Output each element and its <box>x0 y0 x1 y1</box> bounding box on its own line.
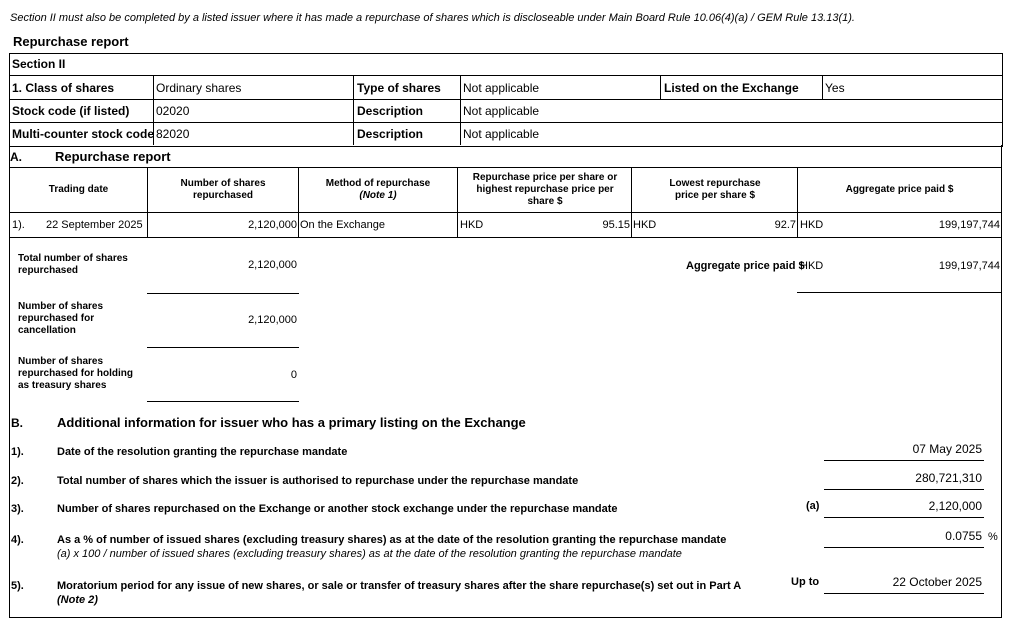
item-5-value: 22 October 2025 <box>892 575 982 589</box>
treasury-value: 0 <box>290 369 297 381</box>
cancellation-value: 2,120,000 <box>248 314 297 326</box>
description-value: Not applicable <box>463 104 540 118</box>
header-aggregate-price: Aggregate price paid $ <box>845 184 954 195</box>
item-1-number: 1). <box>11 446 24 458</box>
type-of-shares-label: Type of shares <box>357 81 441 95</box>
listed-label: Listed on the Exchange <box>664 81 799 95</box>
part-a-letter: A. <box>10 150 22 164</box>
item-4-value: 0.0755 <box>945 529 982 543</box>
total-aggregate-value: 199,197,744 <box>938 260 1000 272</box>
description-label: Description <box>357 104 424 118</box>
stock-code-value: 02020 <box>156 104 190 118</box>
item-1-text: Date of the resolution granting the repurchase mandate <box>57 446 348 458</box>
item-5-text: Moratorium period for any issue of new shares, or sale or transfer of treasury shares after the share repurchase(s) set out in Part A <box>57 580 742 592</box>
item-4-text: As a % of number of issued shares (excluding treasury shares) as at the date of the resolution granting the repurchase mandate <box>57 534 727 546</box>
class-of-shares-value: Ordinary shares <box>156 81 242 95</box>
item-4-unit: % <box>988 531 998 543</box>
row-shares: 2,120,000 <box>248 219 297 231</box>
header-trading-date: Trading date <box>48 184 109 195</box>
part-b-letter: B. <box>11 416 23 430</box>
item-3-value: 2,120,000 <box>928 499 982 513</box>
header-method-note: (Note 1) <box>359 190 397 201</box>
item-5-tag: Up to <box>791 576 820 588</box>
type-of-shares-value: Not applicable <box>463 81 540 95</box>
item-3-tag: (a) <box>806 500 820 512</box>
listed-value: Yes <box>825 81 845 95</box>
part-a-title: Repurchase report <box>55 149 171 164</box>
row-index: 1). <box>12 219 25 231</box>
total-shares-label: Total number of shares repurchased <box>18 253 128 276</box>
item-2-number: 2). <box>11 475 24 487</box>
total-shares-value: 2,120,000 <box>248 259 297 271</box>
header-method <box>300 168 456 212</box>
report-title: Repurchase report <box>13 34 129 49</box>
row-aggregate-currency: HKD <box>800 219 824 231</box>
row-price-currency: HKD <box>460 219 484 231</box>
multi-counter-value: 82020 <box>156 127 190 141</box>
class-of-shares-label: 1. Class of shares <box>12 81 115 95</box>
item-4-number: 4). <box>11 534 24 546</box>
item-2-text: Total number of shares which the issuer is authorised to repurchase under the repurchase mandate <box>57 475 579 487</box>
row-lowest-currency: HKD <box>633 219 657 231</box>
item-1-value: 07 May 2025 <box>912 442 982 456</box>
row-method: On the Exchange <box>300 219 386 231</box>
item-2-value: 280,721,310 <box>915 471 982 485</box>
part-b-title: Additional information for issuer who has a primary listing on the Exchange <box>57 415 526 430</box>
item-4-subtext: (a) x 100 / number of issued shares (excluding treasury shares) as at the date of the resolution granting the repurchase mandate <box>57 548 682 560</box>
item-3-number: 3). <box>11 503 24 515</box>
description-label-2: Description <box>357 127 424 141</box>
item-5-number: 5). <box>11 580 24 592</box>
cancellation-label: Number of shares repurchased for cancellation <box>18 301 104 336</box>
header-number-of-shares: Number of shares repurchased <box>180 178 266 201</box>
item-3-text: Number of shares repurchased on the Exchange or another stock exchange under the repurchase mandate <box>57 503 618 515</box>
treasury-label: Number of shares repurchased for holding as treasury shares <box>18 356 134 391</box>
header-method-label: Method of repurchase <box>325 178 431 189</box>
total-aggregate-label: Aggregate price paid $ <box>686 260 805 272</box>
section-label: Section II <box>12 57 66 71</box>
row-lowest: 92.7 <box>774 219 796 231</box>
description-value-2: Not applicable <box>463 127 540 141</box>
intro-note: Section II must also be completed by a listed issuer where it has made a repurchase of shares which is discloseable under Main Board Rule 10.06(4)(a) / GEM Rule 13.13(1). <box>10 12 855 24</box>
item-5-note: (Note 2) <box>57 594 98 606</box>
multi-counter-label: Multi-counter stock code <box>12 127 155 141</box>
row-trading-date: 22 September 2025 <box>46 219 143 231</box>
row-aggregate: 199,197,744 <box>938 219 1000 231</box>
total-aggregate-currency: HKD <box>800 260 824 272</box>
row-price: 95.15 <box>602 219 630 231</box>
stock-code-label: Stock code (if listed) <box>12 104 130 118</box>
header-repurchase-price: Repurchase price per share or highest repurchase price per share $ <box>472 172 618 207</box>
header-lowest-price: Lowest repurchase price per share $ <box>669 178 761 201</box>
